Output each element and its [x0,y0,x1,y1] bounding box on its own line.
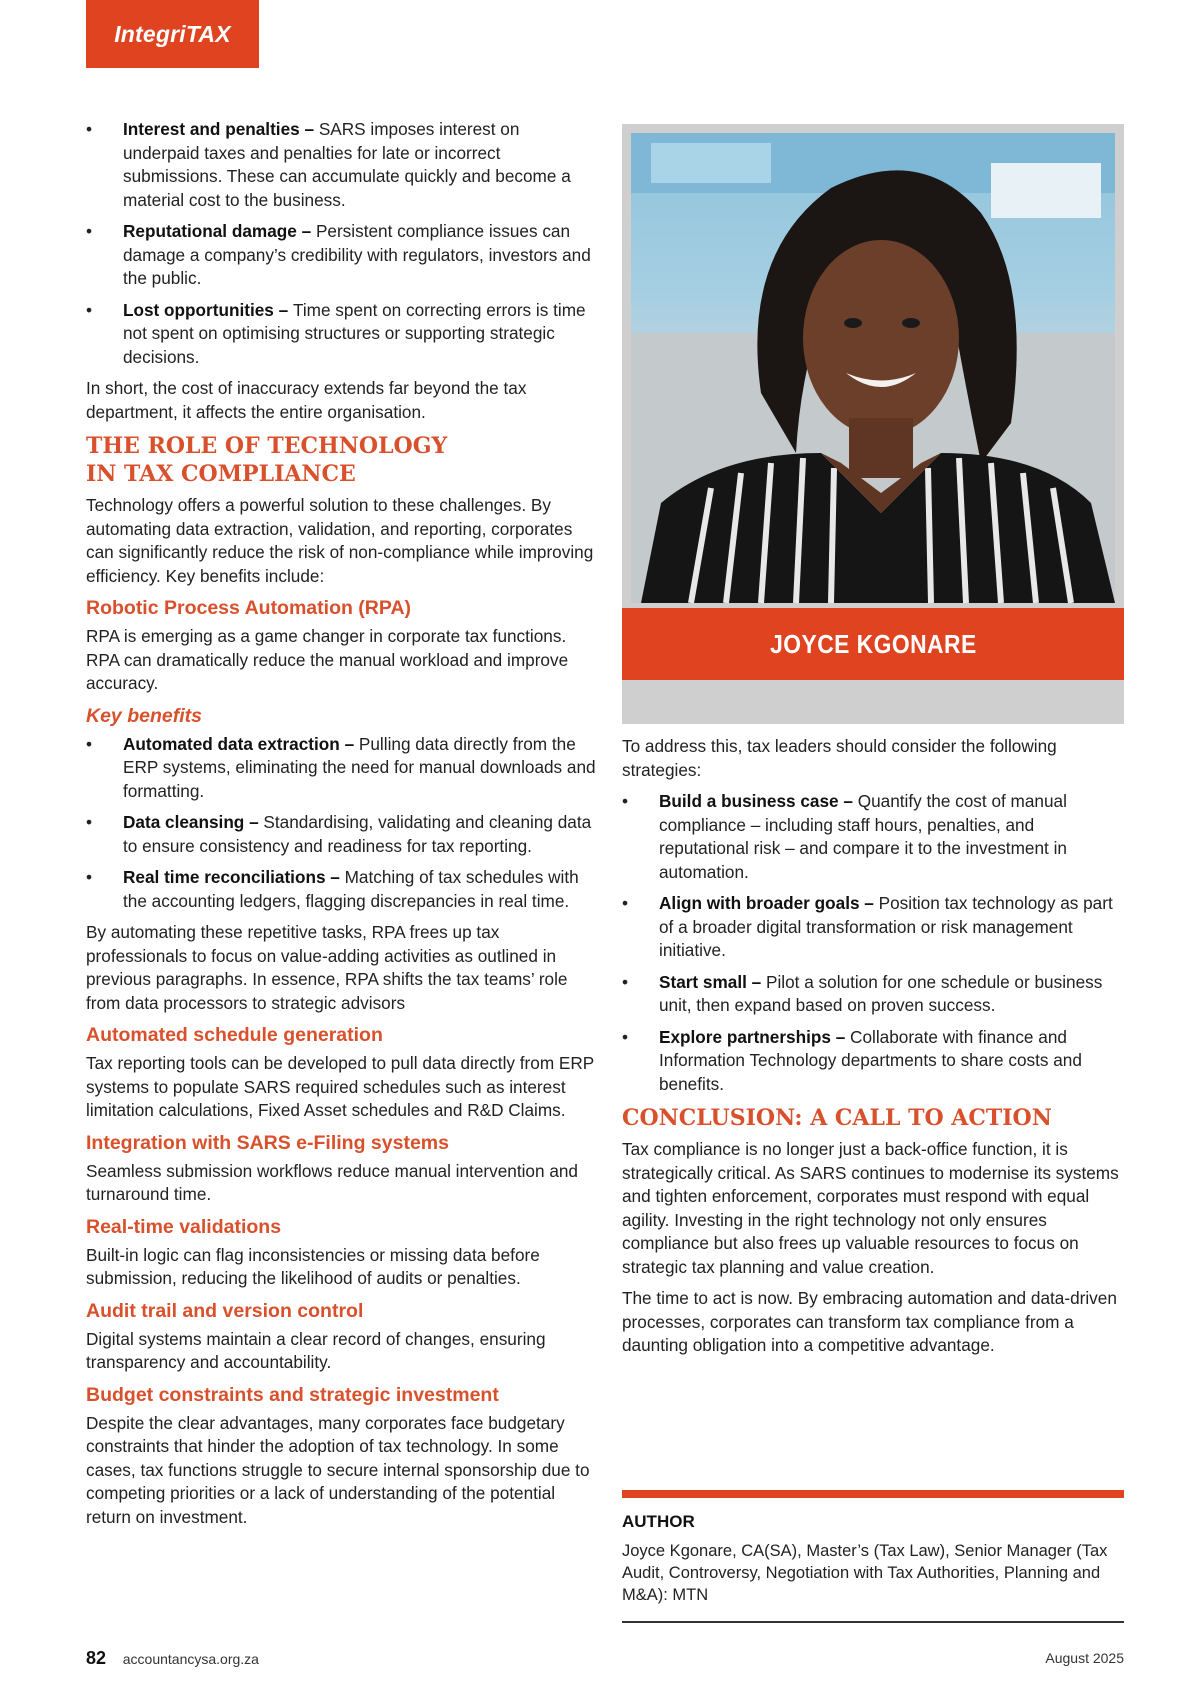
subheading-validations: Real-time validations [86,1215,282,1238]
summary-paragraph: In short, the cost of inaccuracy extends far beyond the tax department, it affects the entire organisation. [86,378,527,422]
logo-text: IntegriTAX [114,20,231,47]
bullet-icon: • [622,791,629,811]
subheading-audit-trail: Audit trail and version control [86,1299,364,1322]
author-photo-frame [622,124,1124,724]
bullet-icon: • [622,893,629,913]
bullet-text: Quantify the cost of manual compliance – including staff hours, penalties, and reputational risk – and compare it to the investment in automation. [659,791,1067,882]
bullet-text: Persistent compliance issues can damage a company’s credibility with regulators, investors and the public. [123,221,591,288]
footer-left [86,1648,259,1669]
list-item [86,220,598,291]
bullet-bold: Explore partnerships – [659,1026,851,1047]
conclusion-paragraph-1: Tax compliance is no longer just a back-office function, it is strategically critical. As SARS continues to modernise its systems and tighten enforcement, corporates must respond with equal agility. Investing in the right technology not only ensures compliance but also frees up valuable resources to focus on strategic tax planning and value creation. [622,1139,1119,1277]
schedule-paragraph: Tax reporting tools can be developed to pull data directly from ERP systems to populate SARS required schedules such as interest limitation calculations, Fixed Asset schedules and R&D Claims. [86,1053,594,1120]
bullet-icon: • [86,733,93,754]
author-label: AUTHOR [622,1512,695,1531]
bullet-bold: Automated data extraction – [123,733,359,754]
author-box [622,1510,1124,1606]
caption-text: JOYCE KGONARE [769,628,977,659]
list-item [86,866,598,913]
benefits-list [86,733,598,914]
rpa-paragraph: RPA is emerging as a game changer in corporate tax functions. RPA can dramatically reduce the manual workload and improve accuracy. [86,626,569,693]
bullet-bold: Build a business case – [659,791,858,811]
list-item [622,971,1124,1018]
bullet-bold: Data cleansing – [123,812,264,832]
page-number: 82 [86,1648,107,1668]
audit-paragraph: Digital systems maintain a clear record of changes, ensuring transparency and accountability. [86,1328,546,1372]
list-item [622,790,1124,884]
bullet-text: Matching of tax schedules with the accounting ledgers, flagging discrepancies in real time. [123,867,579,911]
bullet-text: Collaborate with finance and Information Technology departments to share costs and benefits. [659,1026,1082,1094]
issue-date: August 2025 [1045,1650,1124,1666]
integritax-logo [86,0,259,68]
photo-caption [622,608,1124,680]
bullet-text: Standardising, validating and cleaning data to ensure consistency and readiness for tax reporting. [123,812,592,856]
left-column [86,118,598,1537]
validations-paragraph: Built-in logic can flag inconsistencies or missing data before submission, reducing the likelihood of audits or penalties. [86,1244,540,1288]
bullet-icon: • [86,221,93,241]
bullet-text: SARS imposes interest on underpaid taxes and penalties for late or incorrect submissions. These can accumulate quickly and become a material cost to the business. [123,119,571,210]
author-top-rule [622,1490,1124,1498]
author-bio: Joyce Kgonare, CA(SA), Master’s (Tax Law), Senior Manager (Tax Audit, Controversy, Negotiation with Tax Authorities, Planning and M&A): MTN [622,1541,1108,1604]
section-heading-technology [86,432,598,488]
bullet-icon: • [86,867,93,887]
subheading-schedule-generation: Automated schedule generation [86,1024,383,1046]
bullet-text: Pilot a solution for one schedule or business unit, then expand based on proven success. [659,971,1103,1015]
list-item [622,1026,1124,1097]
bullet-bold: Align with broader goals – [659,893,879,913]
bullet-icon: • [622,971,629,992]
bullet-bold: Lost opportunities – [123,299,293,320]
portrait-illustration [631,133,1115,603]
bullet-icon: • [86,119,93,139]
conclusion-paragraph-2: The time to act is now. By embracing automation and data-driven processes, corporates can transform tax compliance from a daunting obligation into a competitive advantage. [622,1288,1117,1355]
subheading-budget: Budget constraints and strategic investment [86,1383,499,1406]
heading-line: IN TAX COMPLIANCE [86,461,356,487]
right-column [622,735,1124,1366]
list-item [86,811,598,858]
strategies-intro: To address this, tax leaders should consider the following strategies: [622,736,1057,780]
subheading-key-benefits: Key benefits [86,704,202,727]
technology-intro: Technology offers a powerful solution to these challenges. By automating data extraction, validation, and reporting, corporates can significantly reduce the risk of non-compliance while improving efficiency. Key benefits include: [86,495,594,586]
bullet-bold: Reputational damage – [123,221,316,241]
bullet-icon: • [622,1026,629,1047]
efiling-paragraph: Seamless submission workflows reduce manual intervention and turnaround time. [86,1160,578,1204]
budget-paragraph: Despite the clear advantages, many corporates face budgetary constraints that hinder the adoption of tax technology. In some cases, tax functions struggle to secure internal sponsorship due to competing priorities or a lack of understanding of the potential return on investment. [86,1412,590,1527]
subheading-efiling: Integration with SARS e-Filing systems [86,1131,449,1154]
list-item [622,892,1124,963]
subheading-rpa: Robotic Process Automation (RPA) [86,597,412,619]
author-bottom-rule [622,1621,1124,1623]
strategies-list [622,790,1124,1096]
list-item [86,118,598,212]
rpa-summary-paragraph: By automating these repetitive tasks, RPA frees up tax professionals to focus on value-adding activities as outlined in previous paragraphs. In essence, RPA shifts the tax teams’ role from data processors to strategic advisors [86,922,568,1013]
bullet-bold: Start small – [659,971,766,992]
bullet-icon: • [86,812,93,832]
list-item [86,299,598,370]
site-url: accountancysa.org.za [122,1651,259,1667]
bullet-icon: • [86,299,93,320]
section-heading-conclusion: CONCLUSION: A CALL TO ACTION [622,1105,1052,1131]
bullet-bold: Real time reconciliations – [123,867,345,887]
bullet-text: Time spent on correcting errors is time not spent on optimising structures or supporting strategic decisions. [123,299,586,367]
heading-line: THE ROLE OF TECHNOLOGY [86,433,448,459]
bullet-text: Pulling data directly from the ERP systems, eliminating the need for manual downloads and formatting. [123,733,596,801]
author-portrait-image [631,133,1115,603]
list-item [86,733,598,804]
bullet-text: Position tax technology as part of a broader digital transformation or risk management initiative. [659,893,1113,960]
cost-bullet-list [86,118,598,369]
bullet-bold: Interest and penalties – [123,119,319,139]
